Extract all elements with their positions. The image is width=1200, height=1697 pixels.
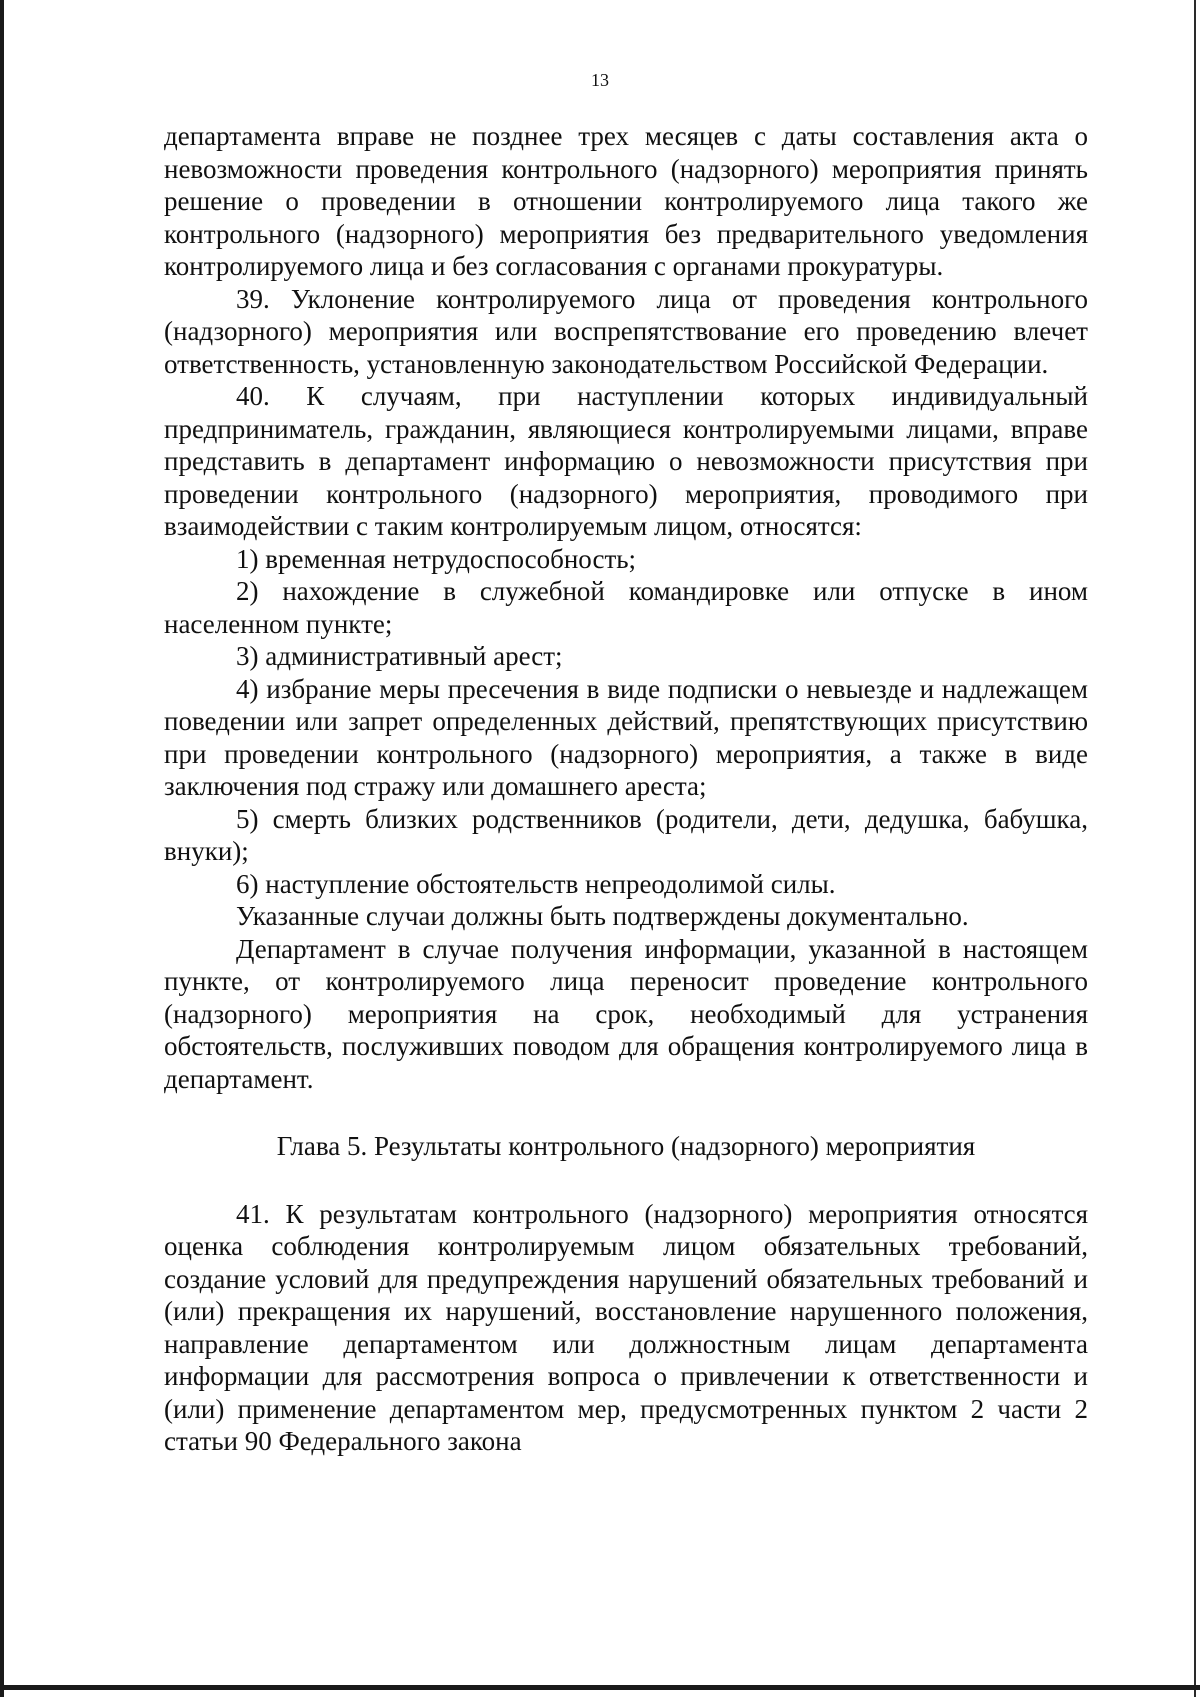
document-body: [164, 120, 1088, 1458]
list-item-1: 1) временная нетрудоспособность;: [236, 543, 637, 574]
list-item-3: 3) административный арест;: [236, 641, 563, 671]
list-item-4: 4) избрание меры пресечения в виде подписки о невыезде и надлежащем поведении или запрет определенных действий, препятствующих присутствию при проведении контрольного (надзорного) мероприятия, а также в виде заключения под стражу или домашнего ареста;: [164, 673, 1088, 801]
paragraph-confirmation: Указанные случаи должны быть подтверждены документально.: [236, 901, 969, 931]
scan-edge-right: [1194, 0, 1196, 1697]
list-item-5: 5) смерть близких родственников (родители, дети, дедушка, бабушка, внуки);: [164, 803, 1088, 866]
list-item-6: 6) наступление обстоятельств непреодолимой силы.: [236, 868, 836, 899]
paragraph-39: 39. Уклонение контролируемого лица от проведения контрольного (надзорного) мероприятия или воспрепятствование его проведению влечет ответственность, установленную законодательством Российской Федерации.: [164, 283, 1088, 379]
paragraph-continuation: департамента вправе не позднее трех месяцев с даты составления акта о невозможности проведения контрольного (надзорного) мероприятия принять решение о проведении в отношении контролируемого лица такого же контрольного (надзорного) мероприятия без предварительного уведомления контролируемого лица и без согласования с органами прокуратуры.: [164, 121, 1088, 281]
paragraph-41: 41. К результатам контрольного (надзорного) мероприятия относятся оценка соблюдения контролируемым лицом обязательных требований, создание условий для предупреждения нарушений обязательных требований и (или) прекращения их нарушений, восстановление нарушенного положения, направление департаментом или должностным лицам департамента информации для рассмотрения вопроса о привлечении к ответственности и (или) применение департаментом мер, предусмотренных пунктом 2 части 2 статьи 90 Федерального закона: [164, 1198, 1088, 1456]
scan-edge-left: [0, 0, 4, 1697]
page-number: 13: [591, 70, 609, 90]
chapter-heading: Глава 5. Результаты контрольного (надзорного) мероприятия: [276, 1131, 976, 1161]
paragraph-40: 40. К случаям, при наступлении которых индивидуальный предприниматель, гражданин, являющиеся контролируемыми лицами, вправе представить в департамент информацию о невозможности присутствия при проведении контрольного (надзорного) мероприятия, проводимого при взаимодействии с таким контролируемым лицом, относятся:: [164, 381, 1088, 541]
scan-edge-bottom: [0, 1685, 1200, 1690]
paragraph-department: Департамент в случае получения информации, указанной в настоящем пункте, от контролируемого лица переносит проведение контрольного (надзорного) мероприятия на срок, необходимый для устранения обстоятельств, послуживших поводом для обращения контролируемого лица в департамент.: [164, 933, 1088, 1094]
list-item-2: 2) нахождение в служебной командировке или отпуске в ином населенном пункте;: [164, 576, 1088, 639]
